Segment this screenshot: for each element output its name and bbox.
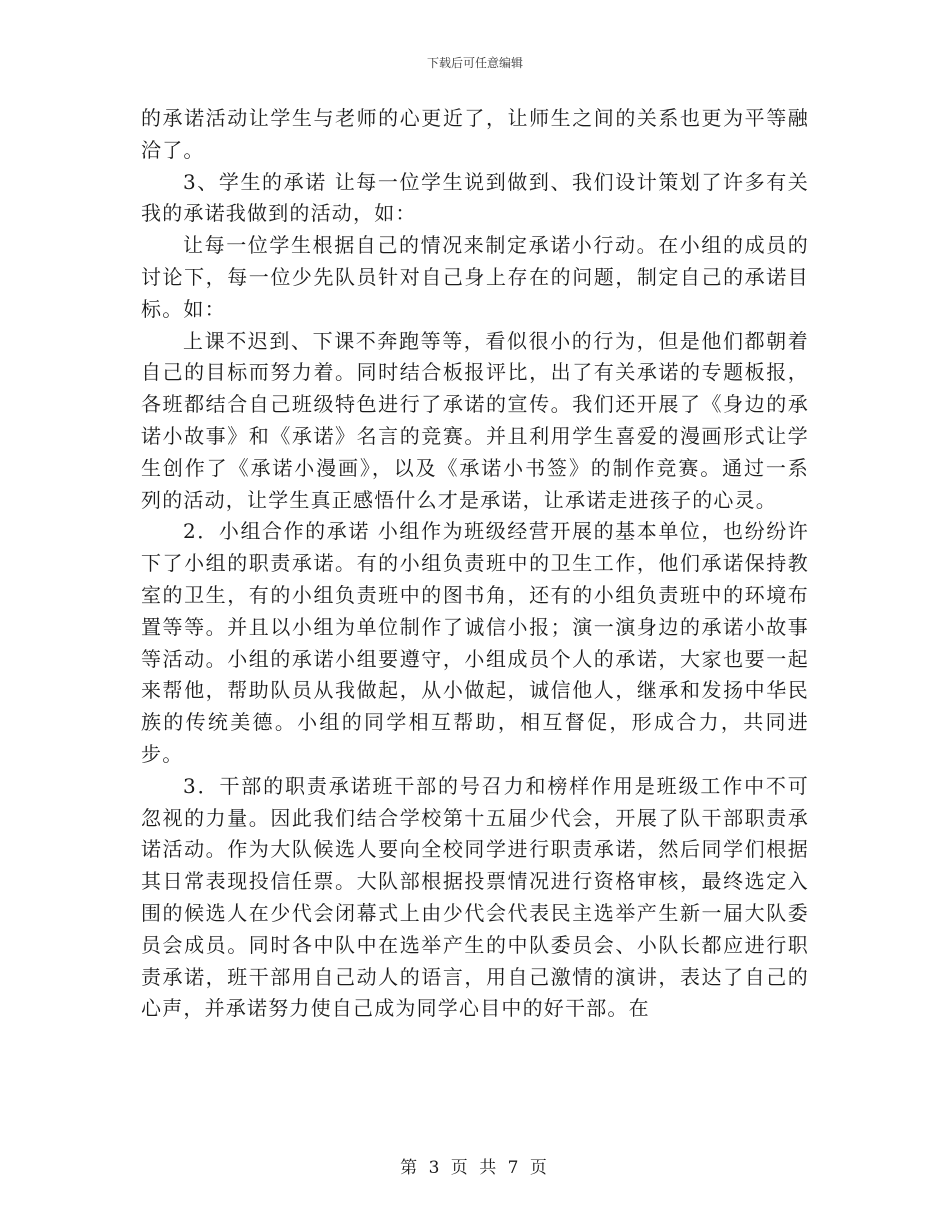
paragraph-cadre-promise: 3．干部的职责承诺班干部的号召力和榜样作用是班级工作中不可忽视的力量。因此我们结合学校第十五届少代会，开展了队干部职责承诺活动。作为大队候选人要向全校同学进行职责承诺，然后同学们根据其日常表现投信任票。大队部根据投票情况进行资格审核，最终选定入围的候选人在少代会闭幕式上由少代会代表民主选举产生新一届大队委员会成员。同时各中队中在选举产生的中队委员会、小队长都应进行职责承诺，班干部用自己动人的语言，用自己激情的演讲，表达了自己的心声，并承诺努力使自己成为同学心目中的好干部。在 [141,773,809,1021]
page-number: 第 3 页 共 7 页 [400,1158,550,1178]
paragraph-continuation: 的承诺活动让学生与老师的心更近了，让师生之间的关系也更为平等融洽了。 [141,106,809,162]
paragraph-student-examples: 上课不迟到、下课不奔跑等等，看似很小的行为，但是他们都朝着自己的目标而努力着。同时结合板报评比，出了有关承诺的专题板报，各班都结合自己班级特色进行了承诺的宣传。我们还开展了《身边的承诺小故事》和《承诺》名言的竞赛。并且利用学生喜爱的漫画形式让学生创作了《承诺小漫画》，以及《承诺小书签》的制作竞赛。通过一系列的活动，让学生真正感悟什么才是承诺，让承诺走进孩子的心灵。 [141,328,809,512]
paragraph-group-promise: 2．小组合作的承诺 小组作为班级经营开展的基本单位，也纷纷许下了小组的职责承诺。有的小组负责班中的卫生工作，他们承诺保持教室的卫生，有的小组负责班中的图书角，还有的小组负责班中的环境布置等等。并且以小组为单位制作了诚信小报；演一演身边的承诺小故事等活动。小组的承诺小组要遵守，小组成员个人的承诺，大家也要一起来帮他，帮助队员从我做起，从小做起，诚信他人，继承和发扬中华民族的传统美德。小组的同学相互帮助，相互督促，形成合力，共同进步。 [141,519,809,766]
paragraph-student-action: 让每一位学生根据自己的情况来制定承诺小行动。在小组的成员的讨论下，每一位少先队员针对自己身上存在的问题，制定自己的承诺目标。如： [141,233,809,321]
paragraph-student-promise: 3、学生的承诺 让每一位学生说到做到、我们设计策划了许多有关我的承诺我做到的活动，如： [141,169,809,226]
document-body [141,103,809,1025]
page-header: 下载后可任意编辑 [426,56,523,70]
